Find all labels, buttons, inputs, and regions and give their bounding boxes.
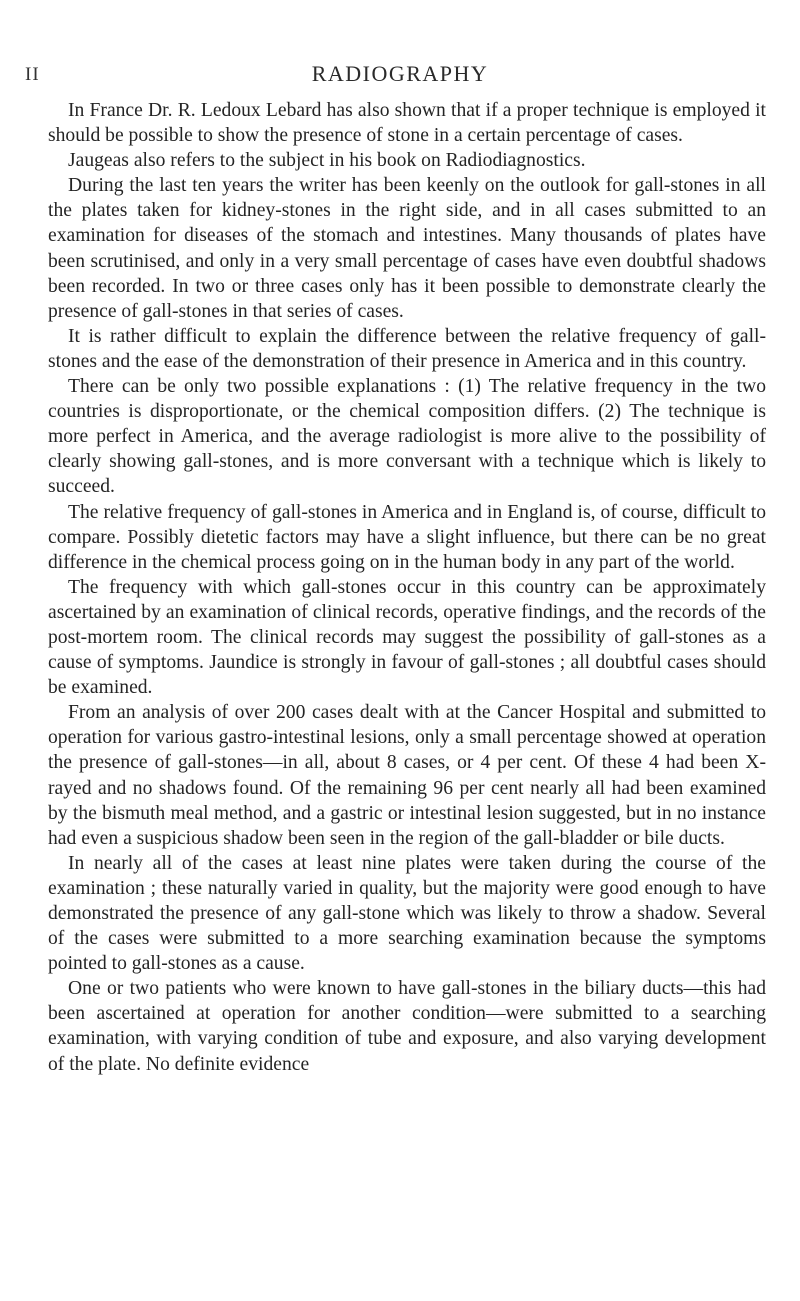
paragraph: One or two patients who were known to have gall-stones in the biliary ducts—this had been ascertained at operation for another condition—were submitted to a searching examination, with varying condition of tube and exposure, and also varying development of the plate. No definite evidence <box>48 978 766 1075</box>
paragraph: There can be only two possible explanations : (1) The relative frequency in the two countries is disproportionate, or the chemical composition differs. (2) The technique is more perfect in America, and the average radiologist is more alive to the possibility of clearly showing gall-stones, and is more conversant with a technique which is likely to succeed. <box>48 376 766 498</box>
running-title: RADIOGRAPHY <box>311 61 489 86</box>
paragraph: Jaugeas also refers to the subject in his book on Radiodiagnostics. <box>68 150 586 172</box>
paragraph: From an analysis of over 200 cases dealt with at the Cancer Hospital and submitted to operation for various gastro-intestinal lesions, only a small percentage showed at operation the presence of gall-stones—in all, about 8 cases, or 4 per cent. Of these 4 had been X-rayed and no shadows found. Of the remaining 96 per cent nearly all had been examined by the bismuth meal method, and a gastric or intestinal lesion suggested, but in no instance had even a suspicious shadow been seen in the region of the gall-bladder or bile ducts. <box>48 702 766 849</box>
paragraph: The frequency with which gall-stones occur in this country can be approximately ascertained by an examination of clinical records, operative findings, and the records of the post-mortem room. The clinical records may suggest the possibility of gall-stones as a cause of symptoms. Jaundice is strongly in favour of gall-stones ; all doubtful cases should be examined. <box>48 576 766 699</box>
paragraph: During the last ten years the writer has been keenly on the outlook for gall-stones in all the plates taken for kidney-stones in the right side, and in all cases submitted to an examination for diseases of the stomach and intestines. Many thousands of plates have been scrutinised, and only in a very small percentage of cases have even doubtful shadows been recorded. In two or three cases only has it been possible to demonstrate clearly the presence of gall-stones in that series of cases. <box>48 175 766 322</box>
paragraph: In nearly all of the cases at least nine plates were taken during the course of the examination ; these naturally varied in quality, but the majority were good enough to have demonstrated the presence of any gall-stone which was likely to throw a shadow. Several of the cases were submitted to a more searching examination because the symptoms pointed to gall-stones as a cause. <box>48 852 766 975</box>
paragraph: It is rather difficult to explain the difference between the relative frequency of gall-stones and the ease of the demonstration of their presence in America and in this country. <box>48 325 766 372</box>
paragraph: The relative frequency of gall-stones in America and in England is, of course, difficult to compare. Possibly dietetic factors may have a slight influence, but there can be no great difference in the chemical process going on in the human body in any part of the world. <box>48 501 766 573</box>
page-number: II <box>25 64 40 85</box>
body-text <box>48 98 766 1077</box>
paragraph: In France Dr. R. Ledoux Lebard has also shown that if a proper technique is employed it should be possible to show the presence of stone in a certain percentage of cases. <box>48 100 766 147</box>
